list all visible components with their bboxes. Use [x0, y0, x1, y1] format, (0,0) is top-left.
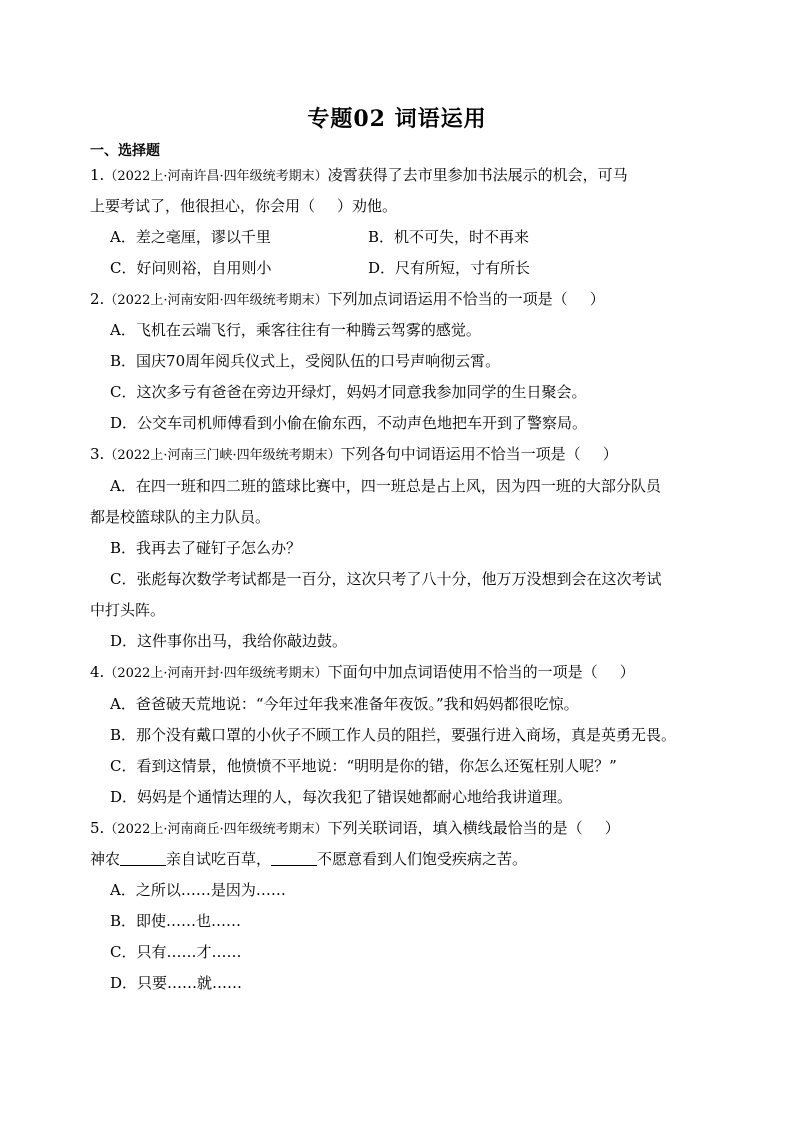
- fill-blank[interactable]: [120, 851, 166, 866]
- question-1-option-d[interactable]: D．尺有所短，寸有所长: [368, 259, 531, 277]
- question-4-stem: 4.（2022上·河南开封·四年级统考期末）下面句中加点词语使用不恰当的一项是（ ）: [90, 663, 635, 681]
- question-1-stem: 1.（2022上·河南许昌·四年级统考期末）凌霄获得了去市里参加书法展示的机会，可马: [90, 166, 628, 184]
- question-source: （2022上·河南安阳·四年级统考期末）: [104, 293, 328, 308]
- question-5-option-d[interactable]: D．只要……就……: [110, 974, 243, 992]
- question-number: 2.: [90, 290, 105, 308]
- question-4-option-d[interactable]: D．妈妈是个通情达理的人，每次我犯了错误她都耐心地给我讲道理。: [110, 788, 573, 806]
- question-number: 3.: [90, 445, 105, 463]
- question-2-option-a[interactable]: A．飞机在云端飞行，乘客往往有一种腾云驾雾的感觉。: [110, 321, 481, 339]
- question-source: （2022上·河南开封·四年级统考期末）: [104, 666, 328, 681]
- question-1-option-c[interactable]: C．好问则裕，自用则小: [110, 259, 272, 277]
- question-1-stem-cont: 上要考试了，他很担心，你会用（ ）劝他。: [90, 197, 398, 215]
- question-5-option-c[interactable]: C．只有……才……: [110, 943, 242, 961]
- question-source: （2022上·河南商丘·四年级统考期末）: [104, 822, 328, 837]
- question-source: （2022上·河南许昌·四年级统考期末）: [104, 169, 328, 184]
- question-4-option-a[interactable]: A．爸爸破天荒地说：“今年过年我来准备年夜饭。”我和妈妈都很吃惊。: [110, 695, 579, 713]
- question-2-option-d[interactable]: D．公交车司机师傅看到小偷在偷东西，不动声色地把车开到了警察局。: [110, 414, 588, 432]
- question-3-option-d[interactable]: D．这件事你出马，我给你敲边鼓。: [110, 632, 348, 650]
- question-1-option-a[interactable]: A．差之毫厘，谬以千里: [110, 228, 271, 246]
- question-2-option-b[interactable]: B．国庆70周年阅兵仪式上，受阅队伍的口号声响彻云霄。: [110, 352, 501, 370]
- question-5-stem: 5.（2022上·河南商丘·四年级统考期末）下列关联词语，填入横线最恰当的是（ ）: [90, 819, 620, 837]
- section-heading: 一、选择题: [90, 143, 160, 159]
- page-title: 专题02 词语运用: [307, 106, 487, 132]
- question-number: 1.: [90, 166, 105, 184]
- question-3-option-a[interactable]: A．在四一班和四二班的篮球比赛中，四一班总是占上风，因为四一班的大部分队员: [110, 477, 661, 495]
- question-source: （2022上·河南三门峡·四年级统考期末）: [104, 448, 341, 463]
- question-3-stem: 3.（2022上·河南三门峡·四年级统考期末）下列各句中词语运用不恰当一项是（ ）: [90, 445, 618, 463]
- question-number: 4.: [90, 663, 105, 681]
- question-3-option-c[interactable]: C．张彪每次数学考试都是一百分，这次只考了八十分，他万万没想到会在这次考试: [110, 570, 662, 588]
- question-5-option-a[interactable]: A．之所以……是因为……: [110, 881, 286, 899]
- question-3-option-c-cont[interactable]: 中打头阵。: [90, 601, 166, 619]
- question-3-option-a-cont[interactable]: 都是校篮球队的主力队员。: [90, 508, 271, 526]
- question-4-option-c[interactable]: C．看到这情景，他愤愤不平地说：“明明是你的错，你怎么还冤枉别人呢？”: [110, 757, 617, 775]
- question-number: 5.: [90, 819, 105, 837]
- question-2-stem: 2.（2022上·河南安阳·四年级统考期末）下列加点词语运用不恰当的一项是（ ）: [90, 290, 605, 308]
- question-2-option-c[interactable]: C．这次多亏有爸爸在旁边开绿灯，妈妈才同意我参加同学的生日聚会。: [110, 383, 587, 401]
- question-4-option-b[interactable]: B．那个没有戴口罩的小伙子不顾工作人员的阻拦，要强行进入商场，真是英勇无畏。: [110, 726, 677, 744]
- fill-blank[interactable]: [271, 851, 317, 866]
- question-5-option-b[interactable]: B．即使……也……: [110, 912, 242, 930]
- question-5-sentence: 神农 亲自试吃百草， 不愿意看到人们饱受疾病之苦。: [90, 850, 528, 868]
- question-1-option-b[interactable]: B．机不可失，时不再来: [368, 228, 530, 246]
- question-3-option-b[interactable]: B．我再去了碰钉子怎么办？: [110, 539, 302, 557]
